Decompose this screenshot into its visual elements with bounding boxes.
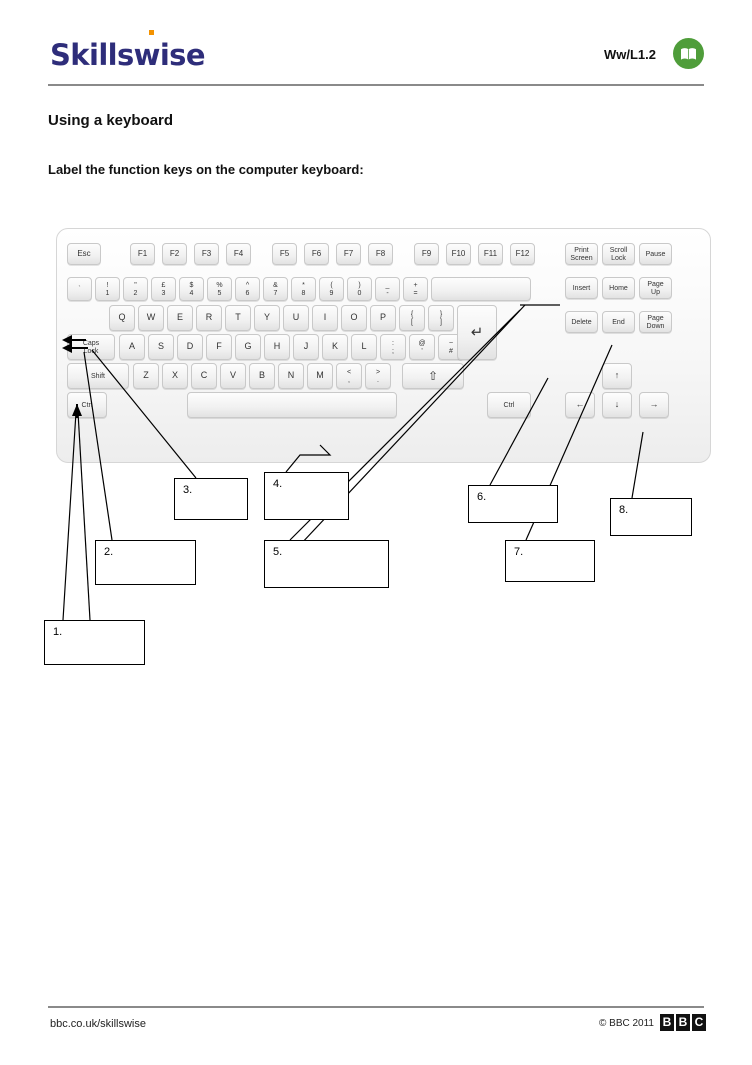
key-label: F5 [279, 248, 290, 258]
key-label: B [258, 370, 265, 381]
key-label-bottom: # [449, 347, 453, 355]
key-label: U [292, 312, 300, 323]
key-scroll-lock [602, 243, 635, 265]
bbc-block-1: B [676, 1014, 690, 1031]
key-label-bottom: Shift [90, 372, 105, 380]
arrow-up-key [602, 363, 632, 389]
key-label: V [229, 370, 236, 381]
key-label-bottom: 0 [357, 289, 362, 297]
key-label-top: * [302, 281, 305, 289]
callout-number: 8. [619, 504, 629, 516]
key-label-bottom: ] [440, 318, 442, 326]
arrow-glyph-icon: ↓ [614, 399, 620, 410]
key-label-bottom: 7 [273, 289, 278, 297]
bbc-block-0: B [660, 1014, 674, 1031]
key-f5 [272, 243, 297, 265]
key-label: F3 [201, 248, 212, 258]
key-label-bottom: Up [651, 288, 660, 296]
key-label-top: & [273, 281, 278, 289]
key-label-top: ! [106, 281, 109, 289]
key-label-bottom: Down [646, 322, 665, 330]
key-label-top: ^ [245, 281, 250, 289]
callout-box-1[interactable] [44, 620, 145, 665]
key-y [254, 305, 280, 331]
key-b [249, 363, 275, 389]
key-label-bottom: Ctrl [503, 401, 515, 409]
key-number-5 [207, 277, 232, 301]
key-label: P [379, 312, 386, 323]
key-f12 [510, 243, 535, 265]
key-label-top: % [216, 281, 223, 289]
key-c [191, 363, 217, 389]
key-label-bottom: - [386, 289, 389, 297]
key-label: Z [143, 370, 149, 381]
key-number-4 [179, 277, 204, 301]
key-f9 [414, 243, 439, 265]
key-label-top: ) [358, 281, 361, 289]
key-f7 [336, 243, 361, 265]
keyboard-diagram [56, 228, 711, 463]
key-label-bottom: [ [411, 318, 413, 326]
key-label-bottom: , [348, 376, 350, 384]
key-f11 [478, 243, 503, 265]
key-label-top: Print [574, 246, 589, 254]
key-q [109, 305, 135, 331]
key-label-top: Caps [82, 339, 100, 347]
callout-number: 1. [53, 626, 63, 638]
key-label-bottom: = [413, 289, 418, 297]
callout-number: 2. [104, 546, 114, 558]
book-icon [673, 38, 704, 69]
key-label-bottom: 4 [189, 289, 194, 297]
arrow-glyph-icon: ← [575, 399, 585, 410]
key-label-top: } [439, 310, 443, 318]
key-label-top: > [375, 368, 381, 376]
skillswise-logo [50, 38, 205, 72]
callout-box-7[interactable] [505, 540, 595, 582]
callout-number: 3. [183, 484, 193, 496]
key-label: Y [263, 312, 270, 323]
key-h [264, 334, 290, 360]
key-label-bottom: 2 [133, 289, 138, 297]
key-label: N [287, 370, 295, 381]
key-pause [639, 243, 672, 265]
enter-arrow-icon: ↵ [470, 324, 484, 342]
key-label-bottom: ; [392, 347, 394, 355]
key-label: E [176, 312, 183, 323]
bbc-block-2: C [692, 1014, 706, 1031]
key-number-6 [235, 277, 260, 301]
key-label-top: Home [609, 284, 628, 292]
key-label: K [331, 341, 338, 352]
key-label-bottom: 8 [301, 289, 306, 297]
key-g [235, 334, 261, 360]
key-label: L [361, 341, 367, 352]
key-v [220, 363, 246, 389]
key-number-7 [263, 277, 288, 301]
key-number-11 [375, 277, 400, 301]
key-label-top: @ [418, 339, 426, 347]
key-label: F7 [343, 248, 354, 258]
key-z [133, 363, 159, 389]
key-label: Esc [77, 248, 91, 258]
key-esc [67, 243, 101, 265]
key-x [162, 363, 188, 389]
key-number-12 [403, 277, 428, 301]
key-t [225, 305, 251, 331]
callout-box-8[interactable] [610, 498, 692, 536]
key-n [278, 363, 304, 389]
ctrl-right-key [487, 392, 531, 418]
semicolon-key [380, 334, 406, 360]
key-label-bottom: 9 [329, 289, 334, 297]
key-label: C [200, 370, 208, 381]
key-label: F11 [483, 248, 498, 258]
key-label: F8 [375, 248, 386, 258]
key-label-top: + [413, 281, 418, 289]
key-f6 [304, 243, 329, 265]
bracket-close-key [428, 305, 454, 331]
bbc-logo [660, 1014, 706, 1031]
callout-box-5[interactable] [264, 540, 389, 588]
key-label: F9 [421, 248, 432, 258]
key-s [148, 334, 174, 360]
key-f3 [194, 243, 219, 265]
key-label-bottom: Screen [570, 254, 593, 262]
callout-number: 5. [273, 546, 283, 558]
shift-up-arrow-icon: ⇧ [427, 369, 439, 384]
callout-number: 4. [273, 478, 283, 490]
key-f [206, 334, 232, 360]
key-label-top: ~ [448, 339, 454, 347]
key-label-top: Page [647, 280, 664, 288]
footer-copyright: © BBC 2011 [599, 1018, 654, 1029]
key-label: F1 [137, 248, 148, 258]
header-divider [48, 84, 704, 86]
arrow-left-key [565, 392, 595, 418]
key-a [119, 334, 145, 360]
key-label: H [273, 341, 281, 352]
bracket-open-key [399, 305, 425, 331]
key-label-top: " [134, 281, 137, 289]
key-k [322, 334, 348, 360]
key-label: F4 [233, 248, 244, 258]
key-d [177, 334, 203, 360]
key-label-bottom: 1 [105, 289, 110, 297]
key-insert [565, 277, 598, 299]
key-i [312, 305, 338, 331]
comma-key [336, 363, 362, 389]
key-label-bottom: Lock [83, 347, 99, 355]
key-label-top: ( [330, 281, 333, 289]
key-label: X [171, 370, 178, 381]
key-f1 [130, 243, 155, 265]
key-label: S [157, 341, 164, 352]
key-label: J [303, 341, 309, 352]
key-page-down [639, 311, 672, 333]
page-title: Using a keyboard [48, 112, 174, 129]
key-w [138, 305, 164, 331]
key-e [167, 305, 193, 331]
key-delete [565, 311, 598, 333]
key-label-bottom: 5 [217, 289, 222, 297]
key-print-screen [565, 243, 598, 265]
key-label: F2 [169, 248, 180, 258]
key-number-0 [67, 277, 92, 301]
key-label: M [316, 370, 324, 381]
key-label: W [146, 312, 156, 323]
key-label-bottom: 6 [245, 289, 250, 297]
space-bar-key [187, 392, 397, 418]
enter-key [457, 305, 497, 360]
footer-site-link[interactable]: bbc.co.uk/skillswise [50, 1018, 146, 1030]
callout-number: 6. [477, 491, 487, 503]
key-label: I [323, 312, 327, 323]
callout-box-4[interactable] [264, 472, 349, 520]
key-m [307, 363, 333, 389]
ctrl-left-key [67, 392, 107, 418]
key-label-top: Page [647, 314, 664, 322]
key-f4 [226, 243, 251, 265]
key-number-10 [347, 277, 372, 301]
logo-accent-dot [149, 30, 154, 35]
key-number-9 [319, 277, 344, 301]
callout-box-3[interactable] [174, 478, 248, 520]
key-label: F6 [311, 248, 322, 258]
key-page-up [639, 277, 672, 299]
key-number-13 [431, 277, 531, 301]
key-label-top: { [410, 310, 414, 318]
key-label-top: Scroll [609, 246, 628, 254]
page-header [0, 0, 752, 88]
key-label-bottom: . [377, 376, 379, 384]
callout-box-2[interactable] [95, 540, 196, 585]
task-instruction: Label the function keys on the computer keyboard: [48, 162, 364, 177]
key-label-top: < [346, 368, 352, 376]
key-label-bottom: ' [421, 347, 423, 355]
key-end [602, 311, 635, 333]
key-u [283, 305, 309, 331]
key-r [196, 305, 222, 331]
logo-text: Skillswise [50, 38, 205, 72]
callout-number: 7. [514, 546, 524, 558]
footer-divider [48, 1006, 704, 1008]
key-label: O [350, 312, 358, 323]
key-number-2 [123, 277, 148, 301]
key-label-top: $ [189, 281, 194, 289]
arrow-glyph-icon: → [649, 399, 659, 410]
key-label: F12 [515, 248, 530, 258]
key-label: G [244, 341, 252, 352]
key-home [602, 277, 635, 299]
key-label-top: £ [161, 281, 166, 289]
key-f8 [368, 243, 393, 265]
key-l [351, 334, 377, 360]
at-key [409, 334, 435, 360]
key-f10 [446, 243, 471, 265]
key-label-top: _ [385, 281, 390, 289]
callout-box-6[interactable] [468, 485, 558, 523]
arrow-down-key [602, 392, 632, 418]
key-label-top: ` [78, 285, 81, 293]
key-label-top: Delete [571, 318, 592, 326]
arrow-glyph-icon: ↑ [614, 370, 620, 381]
key-label-bottom: 3 [161, 289, 166, 297]
key-number-1 [95, 277, 120, 301]
key-f2 [162, 243, 187, 265]
key-label-bottom: Lock [611, 254, 626, 262]
key-label-bottom: Ctrl [81, 401, 93, 409]
key-label: T [235, 312, 241, 323]
key-label: D [186, 341, 194, 352]
key-label: F10 [451, 248, 466, 258]
caps-lock-key [67, 334, 115, 360]
key-p [370, 305, 396, 331]
key-label-top: End [612, 318, 625, 326]
key-label-top: : [392, 339, 394, 347]
key-label: A [128, 341, 135, 352]
key-label: Q [118, 312, 126, 323]
key-label-top: Insert [572, 284, 591, 292]
key-label-top: Pause [645, 250, 666, 258]
key-j [293, 334, 319, 360]
shift-right-key [402, 363, 464, 389]
key-label: F [216, 341, 222, 352]
key-number-3 [151, 277, 176, 301]
curriculum-code: Ww/L1.2 [603, 47, 656, 62]
key-label: R [205, 312, 213, 323]
shift-left-key [67, 363, 129, 389]
key-o [341, 305, 367, 331]
arrow-right-key [639, 392, 669, 418]
period-key [365, 363, 391, 389]
key-number-8 [291, 277, 316, 301]
